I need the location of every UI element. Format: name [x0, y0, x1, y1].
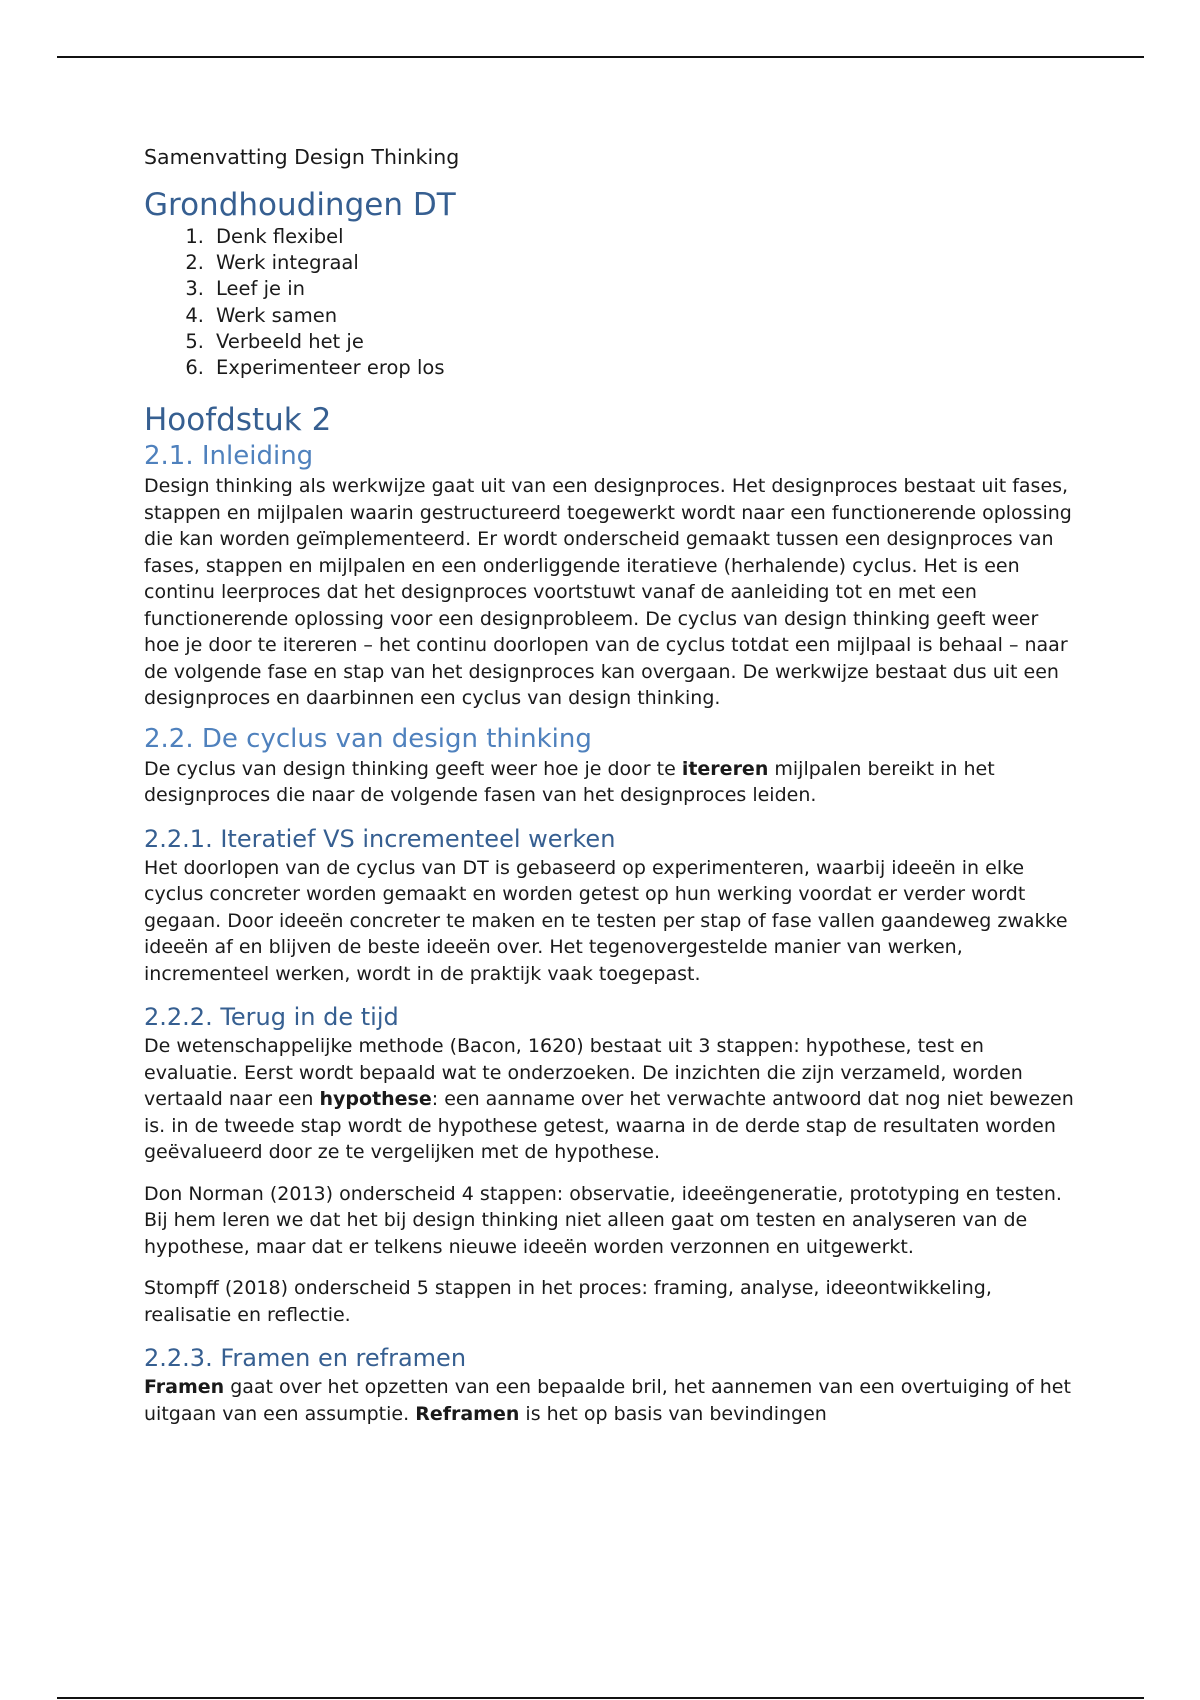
bold-term-hypothese: hypothese — [319, 1088, 432, 1111]
paragraph-iteratief: Het doorlopen van de cyclus van DT is gebaseerd op experimenteren, waarbij ideeën in elke cyclus concreter worden gemaakt en worden getest op hun werking voordat er verder wordt gegaan. Door ideeën concreter te maken en te testen per stap of fase vallen gaandeweg zwakke ideeën af en blijven de beste ideeën over. Het tegenovergestelde manier van werken, incrementeel werken, wordt in de praktijk vaak toegepast. — [144, 856, 1068, 985]
heading-2-1-inleiding: 2.1. Inleiding — [144, 441, 314, 472]
paragraph-framen: Framen gaat over het opzetten van een bepaalde bril, het aannemen van een overtuiging of het uitgaan van een assumptie. Reframen is het op basis van bevindingen — [144, 1376, 1071, 1425]
paragraph-bacon: De wetenschappelijke methode (Bacon, 1620) bestaat uit 3 stappen: hypothese, test en evaluatie. Eerst wordt bepaald wat te onderzoeken. De inzichten die zijn verzameld, worden vertaald naar een hypothese: een aanname over het verwachte antwoord dat nog niet bewezen is. in de tweede stap wordt de hypothese getest, waarna in de derde stap de resultaten worden geëvalueerd door ze te vergelijken met de hypothese. — [144, 1035, 1074, 1164]
heading-grondhoudingen: Grondhoudingen DT — [144, 187, 456, 223]
paragraph-inleiding: Design thinking als werkwijze gaat uit van een designproces. Het designproces bestaat uit fases, stappen en mijlpalen waarin gestructureerd toegewerkt wordt naar een functionerende oplossing die kan worden geïmplementeerd. Er wordt onderscheid gemaakt tussen een designproces van fases, stappen en mijlpalen en een onderliggende iteratieve (herhalende) cyclus. Het is een continu leerproces dat het designproces voortstuwt vanaf de aanleiding tot en met een functionerende oplossing voor een designprobleem. De cyclus van design thinking geeft weer hoe je door te itereren – het continu doorlopen van de cyclus totdat een mijlpaal is behaal – naar de volgende fase en stap van het designproces kan overgaan. De werkwijze bestaat dus uit een designproces en daarbinnen een cyclus van design thinking. — [144, 475, 1072, 710]
list-item: 2. Werk integraal — [185, 251, 359, 275]
heading-2-2-cyclus: 2.2. De cyclus van design thinking — [144, 723, 592, 754]
list-item: 3. Leef je in — [185, 277, 305, 301]
bold-term-itereren: itereren — [681, 757, 769, 780]
heading-hoofdstuk-2: Hoofdstuk 2 — [144, 402, 332, 439]
bold-term-reframen: Reframen — [415, 1402, 520, 1425]
list-item: 6. Experimenteer erop los — [185, 356, 445, 380]
list-item: 4. Werk samen — [185, 303, 338, 327]
bold-term-framen: Framen — [144, 1376, 225, 1399]
paragraph-stompff: Stompff (2018) onderscheid 5 stappen in het proces: framing, analyse, ideeontwikkeling, realisatie en reflectie. — [144, 1277, 992, 1326]
list-item: 1. Denk flexibel — [185, 225, 344, 248]
footer-rule — [57, 1697, 1144, 1699]
list-item: 5. Verbeeld het je — [185, 329, 364, 353]
heading-2-2-1-iteratief: 2.2.1. Iteratief VS incrementeel werken — [144, 824, 616, 853]
heading-2-2-2-terug-in-de-tijd: 2.2.2. Terug in de tijd — [144, 1003, 399, 1032]
heading-2-2-3-framen: 2.2.3. Framen en reframen — [144, 1344, 467, 1373]
header-rule — [57, 56, 1144, 58]
paragraph-norman: Don Norman (2013) onderscheid 4 stappen: observatie, ideeëngeneratie, prototyping en testen. Bij hem leren we dat het bij design thinking niet alleen gaat om testen en analyseren van de hypothese, maar dat er telkens nieuwe ideeën worden verzonnen en uitgewerkt. — [144, 1182, 1062, 1258]
grondhoudingen-list — [144, 224, 1074, 381]
paragraph-cyclus: De cyclus van design thinking geeft weer hoe je door te itereren mijlpalen bereikt in het designproces die naar de volgende fasen van het designproces leiden. — [144, 757, 995, 807]
document-title: Samenvatting Design Thinking — [144, 145, 460, 169]
page-content — [144, 140, 1074, 1427]
